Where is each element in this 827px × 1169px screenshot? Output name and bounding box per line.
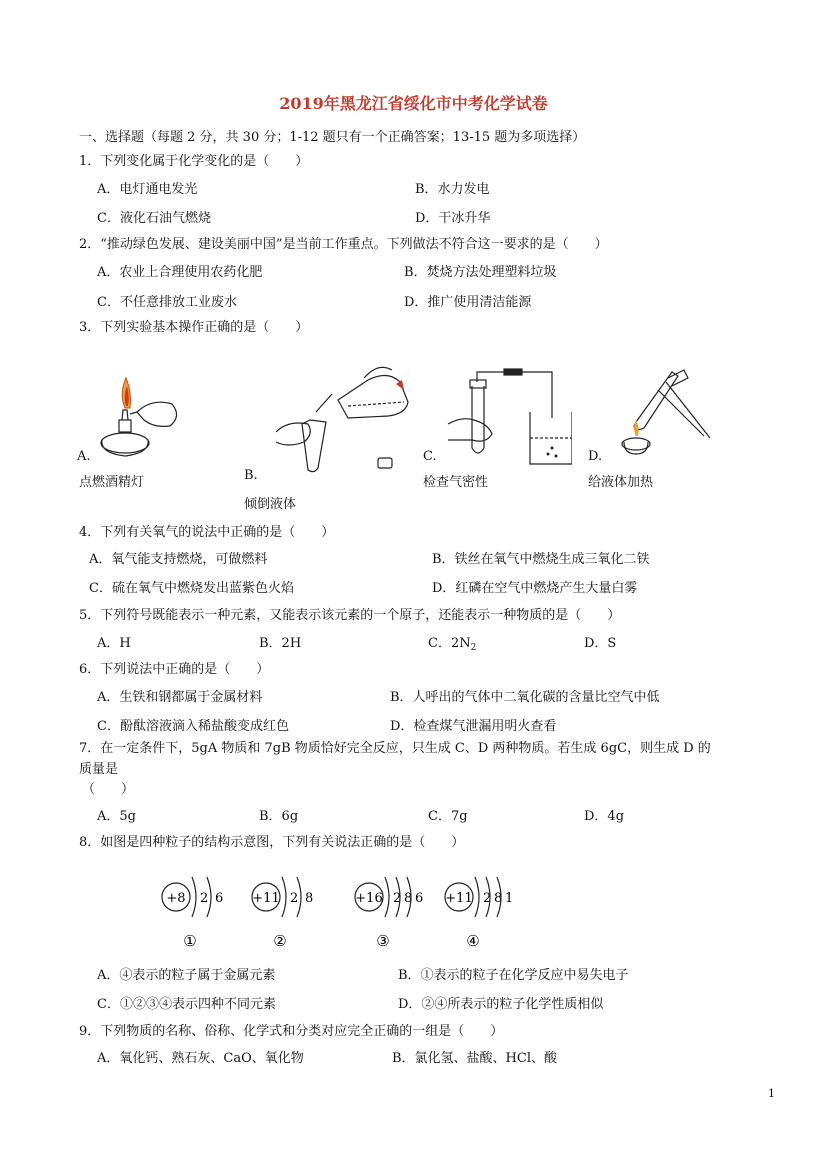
q5-option-c: C．$2N_2$ — [428, 636, 477, 653]
figure-heat-liquid — [606, 366, 716, 461]
q6-option-b: B．人呼出的气体中二氧化碳的含量比空气中低 — [390, 690, 660, 705]
q5-option-a: A．H — [97, 636, 131, 651]
section-heading: 一、选择题（每题 2 分，共 30 分；1-12 题只有一个正确答案；13-15 题为多项选择） — [79, 130, 586, 145]
q7-option-d: D．4g — [584, 809, 625, 824]
q8-option-b: B．①表示的粒子在化学反应中易失电子 — [398, 968, 629, 983]
q3-caption-b: 倾倒液体 — [244, 497, 297, 512]
q6-option-c: C．酚酞溶液滴入稀盐酸变成红色 — [97, 719, 289, 734]
particle-label: ③ — [376, 932, 390, 950]
q5-option-b: B．2H — [259, 636, 302, 651]
shell-electron-count: 2 — [290, 891, 299, 906]
q7-stem: 7．在一定条件下，5gA 物质和 7gB 物质恰好完全反应，只生成 C、D 两种物质。若生成 6gC，则生成 D 的 — [79, 741, 711, 756]
q1-option-a: A．电灯通电发光 — [97, 182, 198, 197]
q4-option-c: C．硫在氧气中燃烧发出蓝紫色火焰 — [89, 581, 294, 596]
nucleus-charge: +11 — [445, 891, 473, 906]
nucleus-charge: +8 — [166, 891, 186, 906]
q6-option-a: A．生铁和钢都属于金属材料 — [97, 690, 263, 705]
q5-option-d: D．S — [584, 636, 617, 651]
page-number: 1 — [768, 1087, 775, 1100]
shell-electron-count: 8 — [404, 891, 413, 906]
particle-2 — [252, 877, 313, 950]
particle-1 — [162, 877, 223, 950]
q1-option-d: D．干冰升华 — [415, 211, 491, 226]
shell-electron-count: 6 — [415, 891, 424, 906]
q2-option-a: A．农业上合理使用农药化肥 — [97, 265, 263, 280]
q9-option-b: B．氯化氢、盐酸、HCl、酸 — [392, 1051, 557, 1066]
q4-option-a: A．氧气能支持燃烧，可做燃料 — [89, 552, 268, 567]
electron-shell-arc — [475, 877, 479, 917]
particle-label: ① — [183, 932, 197, 950]
q3-caption-d: 给液体加热 — [588, 475, 654, 490]
q7-answer-paren: （ ） — [82, 782, 135, 797]
nucleus-charge: +16 — [355, 891, 383, 906]
q2-stem: 2．“推动绿色发展、建设美丽中国”是当前工作重点。下列做法不符合这一要求的是（ ） — [79, 237, 608, 252]
shell-electron-count: 2 — [200, 891, 209, 906]
particle-label: ④ — [466, 932, 480, 950]
q3-label-b: B. — [244, 468, 258, 483]
q3-caption-a: 点燃酒精灯 — [79, 475, 145, 490]
atom-structure-diagram — [150, 860, 530, 955]
shell-electron-count: 8 — [305, 891, 314, 906]
q7-option-b: B．6g — [259, 809, 299, 824]
q2-option-b: B．焚烧方法处理塑料垃圾 — [404, 265, 557, 280]
q3-label-a: A. — [77, 449, 91, 464]
figure-pour-liquid — [268, 362, 418, 477]
q5-stem: 5．下列符号既能表示一种元素，又能表示该元素的一个原子，还能表示一种物质的是（ ） — [79, 608, 621, 623]
q3-label-c: C. — [423, 449, 437, 464]
electron-shell-arc — [282, 877, 286, 917]
q1-option-c: C．液化石油气燃烧 — [97, 211, 211, 226]
shell-electron-count: 6 — [215, 891, 224, 906]
q8-option-d: D．②④所表示的粒子化学性质相似 — [398, 997, 604, 1012]
q3-caption-c: 检查气密性 — [423, 475, 489, 490]
nucleus-charge: +11 — [252, 891, 280, 906]
particle-4 — [445, 877, 513, 950]
q9-stem: 9．下列物质的名称、俗称、化学式和分类对应完全正确的一组是（ ） — [79, 1024, 504, 1039]
q7-option-c: C．7g — [428, 809, 468, 824]
q4-option-b: B．铁丝在氧气中燃烧生成三氧化二铁 — [432, 552, 650, 567]
page-title: 2019年黑龙江省绥化市中考化学试卷 — [279, 94, 548, 113]
q9-option-a: A．氧化钙、熟石灰、CaO、氧化物 — [97, 1051, 304, 1066]
q6-stem: 6．下列说法中正确的是（ ） — [79, 662, 270, 677]
q4-option-d: D．红磷在空气中燃烧产生大量白雾 — [432, 581, 638, 596]
figure-light-lamp — [92, 368, 192, 468]
q7-stem-cont: 质量是 — [79, 762, 119, 777]
q6-option-d: D．检查煤气泄漏用明火查看 — [390, 719, 557, 734]
shell-electron-count: 2 — [483, 891, 492, 906]
q8-option-c: C．①②③④表示四种不同元素 — [97, 997, 276, 1012]
shell-electron-count: 2 — [393, 891, 402, 906]
q8-stem: 8．如图是四种粒子的结构示意图，下列有关说法正确的是（ ） — [79, 835, 465, 850]
particle-label: ② — [273, 932, 287, 950]
q3-stem: 3．下列实验基本操作正确的是（ ） — [79, 320, 309, 335]
figure-airtight-check — [442, 368, 572, 468]
q1-option-b: B．水力发电 — [415, 182, 490, 197]
q7-option-a: A．5g — [97, 809, 136, 824]
q2-option-d: D．推广使用清洁能源 — [404, 295, 532, 310]
shell-electron-count: 8 — [494, 891, 503, 906]
q3-label-d: D. — [588, 449, 603, 464]
q8-option-a: A．④表示的粒子属于金属元素 — [97, 968, 276, 983]
q2-option-c: C．不任意排放工业废水 — [97, 295, 237, 310]
q1-stem: 1．下列变化属于化学变化的是（ ） — [79, 154, 309, 169]
particle-3 — [355, 877, 423, 950]
q4-stem: 4．下列有关氧气的说法中正确的是（ ） — [79, 525, 335, 540]
electron-shell-arc — [192, 877, 196, 917]
shell-electron-count: 1 — [505, 891, 514, 906]
electron-shell-arc — [385, 877, 389, 917]
